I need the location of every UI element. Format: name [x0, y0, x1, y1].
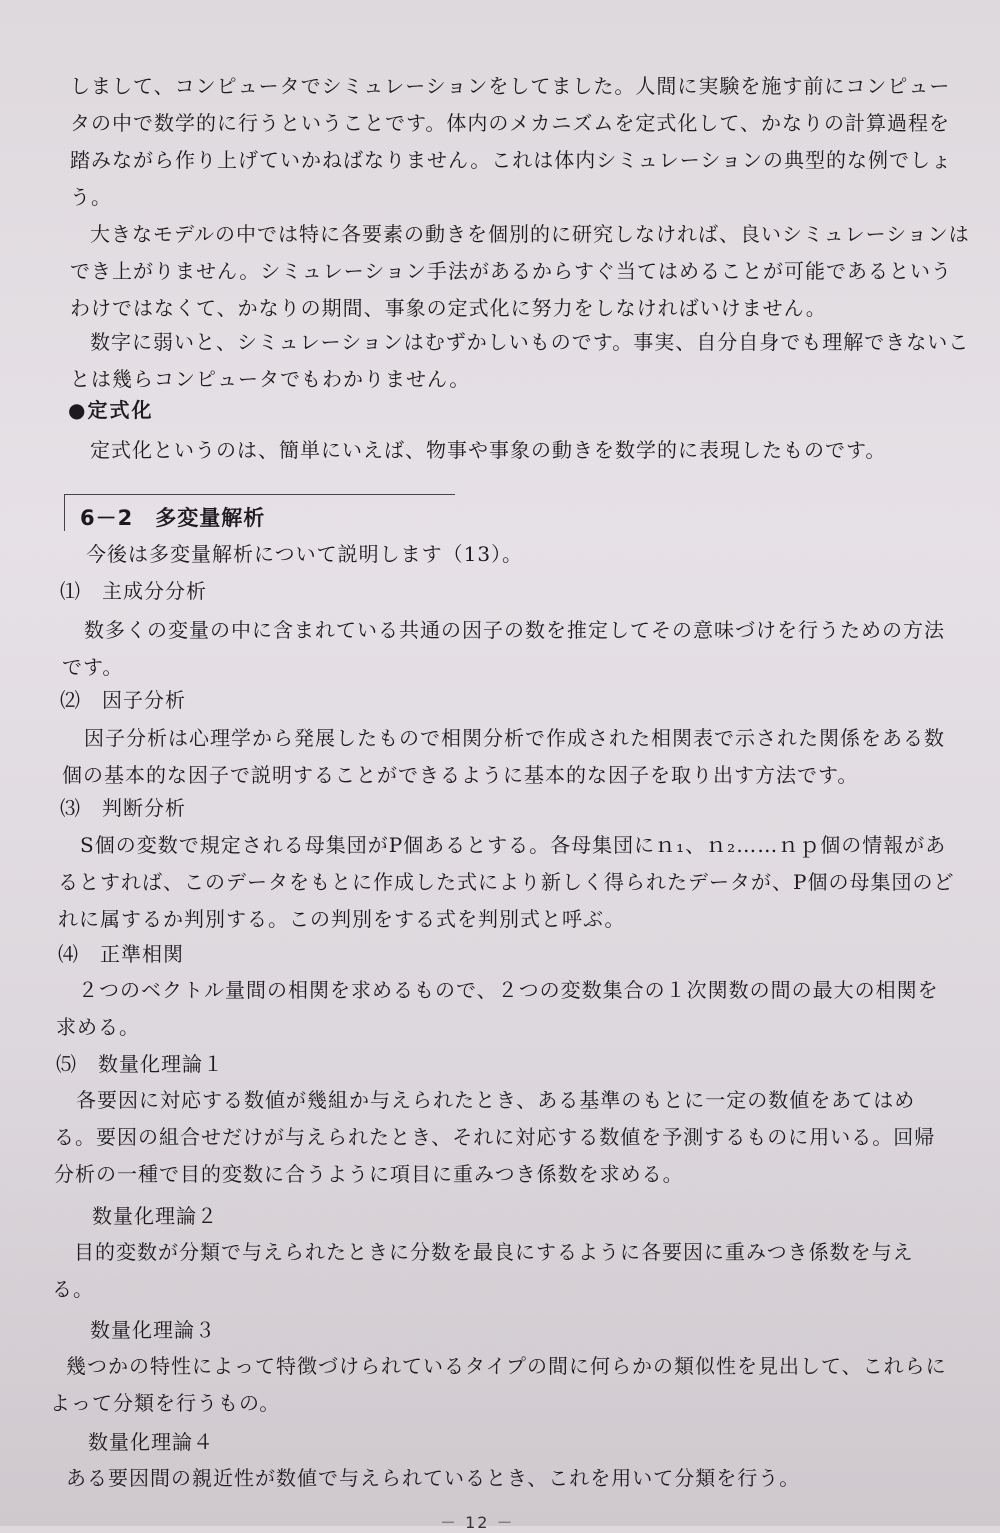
- intro-paragraph-1: しまして、コンピュータでシミュレーションをしてました。人間に実験を施す前にコンピュータの中で数学的に行うということです。体内のメカニズムを定式化して、かなりの計算過程を踏みながら作り上げていかねばなりません。これは体内シミュレーションの典型的な例でしょう。: [70, 74, 952, 209]
- page-number: － 12 －: [440, 1513, 515, 1532]
- section-intro: 今後は多変量解析について説明します（13）。: [86, 542, 524, 566]
- item-body-5: 各要因に対応する数値が幾組か与えられたとき、ある基準のもとに一定の数値をあてはめる。要因の組合せだけが与えられたとき、それに対応する数値を予測するものに用いる。回帰分析の一種で目的変数に合うように項目に重みつき係数を求める。: [54, 1088, 936, 1186]
- item-title-2: ⑵ 因子分析: [60, 688, 186, 712]
- intro-paragraph-3: 数字に弱いと、シミュレーションはむずかしいものです。事実、自分自身でも理解できないことは幾らコンピュータでもわかりません。: [70, 330, 970, 391]
- item-body-1: 数多くの変量の中に含まれている共通の因子の数を推定してその意味づけを行うための方法です。: [62, 618, 945, 679]
- item-body-3: S個の変数で規定される母集団がP個あるとする。各母集団にｎ₁、ｎ₂……ｎｐ個の情報があるとすれば、このデータをもとに作成した式により新しく得られたデータが、P個の母集団のどれに属するか判別する。この判別をする式を判別式と呼ぶ。: [58, 833, 955, 931]
- item-title-1: ⑴ 主成分分析: [60, 579, 207, 603]
- theory-title-3: 数量化理論３: [90, 1318, 216, 1342]
- teishiki-heading: ●定式化: [68, 398, 154, 422]
- item-title-3: ⑶ 判断分析: [60, 796, 186, 820]
- theory-body-4: ある要因間の親近性が数値で与えられているとき、これを用いて分類を行う。: [66, 1466, 801, 1490]
- item-title-4: ⑷ 正準相関: [58, 942, 184, 966]
- section-title: 6－2 多変量解析: [80, 506, 266, 530]
- theory-body-2: 目的変数が分類で与えられたときに分数を最良にするように各要因に重みつき係数を与える。: [52, 1240, 914, 1301]
- theory-title-4: 数量化理論４: [88, 1430, 214, 1454]
- teishiki-body: 定式化というのは、簡単にいえば、物事や事象の動きを数学的に表現したものです。: [90, 438, 887, 462]
- item-body-4: ２つのベクトル量間の相関を求めるもので、２つの変数集合の１次関数の間の最大の相関を求める。: [56, 978, 939, 1039]
- item-title-5: ⑸ 数量化理論１: [56, 1052, 224, 1076]
- theory-title-2: 数量化理論２: [92, 1204, 218, 1228]
- theory-body-3: 幾つかの特性によって特徴づけられているタイプの間に何らかの類似性を見出して、これらによって分類を行うもの。: [50, 1354, 947, 1415]
- item-body-2: 因子分析は心理学から発展したもので相関分析で作成された相関表で示された関係をある数個の基本的な因子で説明することができるように基本的な因子を取り出す方法です。: [62, 726, 945, 787]
- intro-paragraph-2: 大きなモデルの中では特に各要素の動きを個別的に研究しなければ、良いシミュレーションはでき上がりません。シミュレーション手法があるからすぐ当てはめることが可能であるというわけではなくて、かなりの期間、事象の定式化に努力をしなければいけません。: [70, 222, 970, 320]
